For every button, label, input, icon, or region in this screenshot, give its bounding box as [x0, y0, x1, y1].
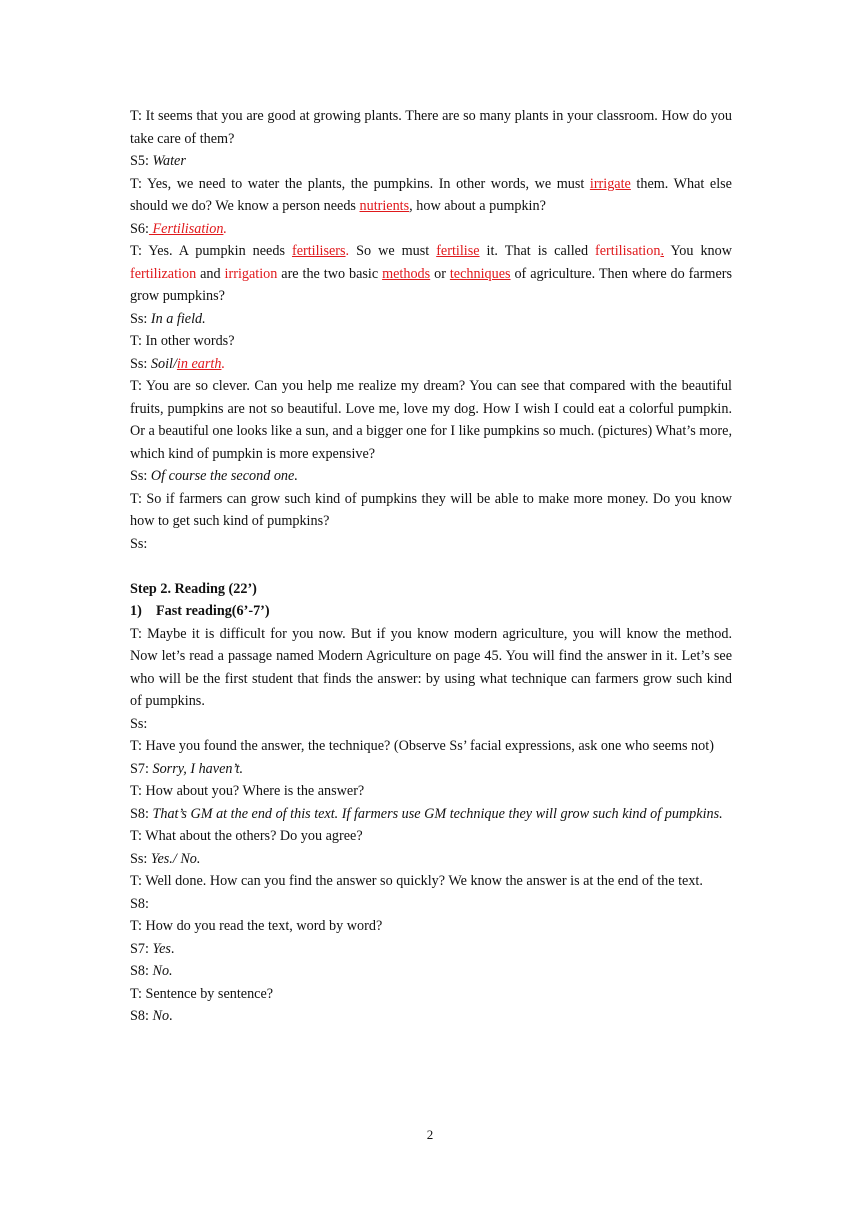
punctuation: .: [345, 243, 350, 259]
speaker: S8:: [130, 963, 153, 979]
keyword: fertilisation: [595, 243, 661, 259]
dialogue-line: Ss:: [130, 535, 148, 552]
dialogue-line: [130, 465, 732, 488]
dialogue-line: T: How about you? Where is the answer?: [130, 783, 365, 799]
keyword: techniques: [449, 265, 511, 282]
speaker: Ss:: [130, 850, 151, 867]
dialogue-line: [130, 218, 732, 241]
speaker: S7:: [130, 940, 153, 957]
text: are the two basic: [277, 265, 383, 282]
text: So we must: [349, 243, 437, 259]
dialogue-line: [130, 938, 732, 961]
subsection-heading: [130, 600, 732, 623]
student-answer: Yes: [152, 940, 171, 957]
dialogue-line: T: Sentence by sentence?: [130, 985, 274, 1002]
keyword: fertilise: [436, 243, 480, 259]
dialogue-line: T: What about the others? Do you agree?: [130, 828, 363, 844]
dialogue-line: [130, 758, 732, 781]
student-answer: Sorry, I haven’t.: [152, 760, 244, 777]
dialogue-line: T: It seems that you are good at growing plants. There are so many plants in your classroom. How do you take care of them?: [130, 108, 732, 147]
keyword: irrigate: [589, 175, 631, 192]
keyword-answer: Fertilisation: [148, 220, 224, 237]
blank-line: [130, 555, 732, 578]
text: of agriculture. Then where do farmers grow pumpkins?: [130, 265, 732, 304]
student-answer: In a field.: [150, 310, 206, 327]
keyword: fertilization: [130, 265, 197, 282]
dialogue-line: [130, 803, 732, 826]
punctuation: .: [221, 355, 225, 372]
punctuation: .: [169, 1008, 173, 1024]
speaker: S8:: [130, 805, 153, 822]
subsection-title: Fast reading(6’-7’): [156, 603, 270, 619]
dialogue-line: S8:: [130, 895, 149, 912]
student-answer: Of course the second one.: [150, 468, 298, 484]
punctuation: .: [223, 220, 227, 237]
dialogue-line: [130, 960, 732, 983]
punctuation: .: [660, 243, 664, 259]
student-answer: Soil/: [150, 355, 177, 372]
document-body: [130, 105, 732, 1028]
text: T: Yes. A pumpkin needs: [130, 243, 292, 259]
dialogue-line: T: In other words?: [130, 333, 235, 349]
page-number: 2: [426, 1127, 434, 1142]
speaker: S7:: [130, 760, 153, 777]
section-heading: Step 2. Reading (22’): [130, 580, 257, 597]
dialogue-line: T: So if farmers can grow such kind of pumpkins they will be able to make more money. Do you know how to get such kind of pumpkins?: [130, 490, 732, 529]
text: , how about a pumpkin?: [409, 198, 546, 214]
dialogue-line: [130, 240, 732, 308]
text: and: [196, 265, 225, 282]
dialogue-line: [130, 1005, 732, 1028]
text: T: Yes, we need to water the plants, the pumpkins. In other words, we must: [130, 175, 590, 192]
dialogue-line: [130, 308, 732, 331]
speaker: S5:: [130, 153, 153, 169]
text: or: [430, 265, 450, 282]
list-number: 1): [130, 603, 142, 619]
speaker: S8:: [130, 1008, 153, 1024]
dialogue-line: T: Well done. How can you find the answer so quickly? We know the answer is at the end of the text.: [130, 873, 703, 889]
text: them. What else should we do? We know a person needs: [130, 175, 732, 214]
student-answer: No.: [152, 963, 173, 979]
student-answer: Water: [152, 153, 186, 169]
keyword: nutrients: [359, 198, 410, 214]
punctuation: .: [170, 940, 175, 957]
keyword: irrigation: [224, 265, 278, 282]
dialogue-line: [130, 173, 732, 218]
dialogue-line: T: Maybe it is difficult for you now. But if you know modern agriculture, you will know the method. Now let’s read a passage named Modern Agriculture on page 45. You will find the answer in it. Let’s see who will be the first student that finds the answer: by using what technique can farmers grow such kind of pumpkins.: [130, 625, 732, 709]
text: You know: [663, 243, 732, 259]
speaker: Ss:: [130, 310, 151, 327]
keyword: methods: [382, 265, 431, 282]
student-answer: No: [152, 1008, 170, 1024]
speaker: Ss:: [130, 355, 151, 372]
dialogue-line: [130, 150, 732, 173]
keyword: fertilisers: [291, 243, 346, 259]
dialogue-line: T: How do you read the text, word by word?: [130, 918, 383, 934]
dialogue-line: Ss:: [130, 715, 148, 732]
student-answer: That’s GM at the end of this text. If farmers use GM technique they will grow such kind of pumpkins.: [152, 805, 723, 822]
dialogue-line: [130, 848, 732, 871]
student-answer: Yes./ No.: [150, 850, 201, 867]
speaker: S6:: [130, 220, 149, 237]
dialogue-line: [130, 353, 732, 376]
text: it. That is called: [479, 243, 596, 259]
dialogue-line: T: Have you found the answer, the technique? (Observe Ss’ facial expressions, ask one who seems not): [130, 738, 714, 754]
keyword-answer: in earth: [176, 355, 222, 372]
dialogue-line: T: You are so clever. Can you help me realize my dream? You can see that compared with the beautiful fruits, pumpkins are not so beautiful. Love me, love my dog. How I wish I could eat a colorful pumpkin. Or a beautiful one looks like a sun, and a bigger one for I like pumpkins so much. (pictures) What’s more, which kind of pumpkin is more expensive?: [130, 378, 732, 462]
speaker: Ss:: [130, 468, 151, 484]
